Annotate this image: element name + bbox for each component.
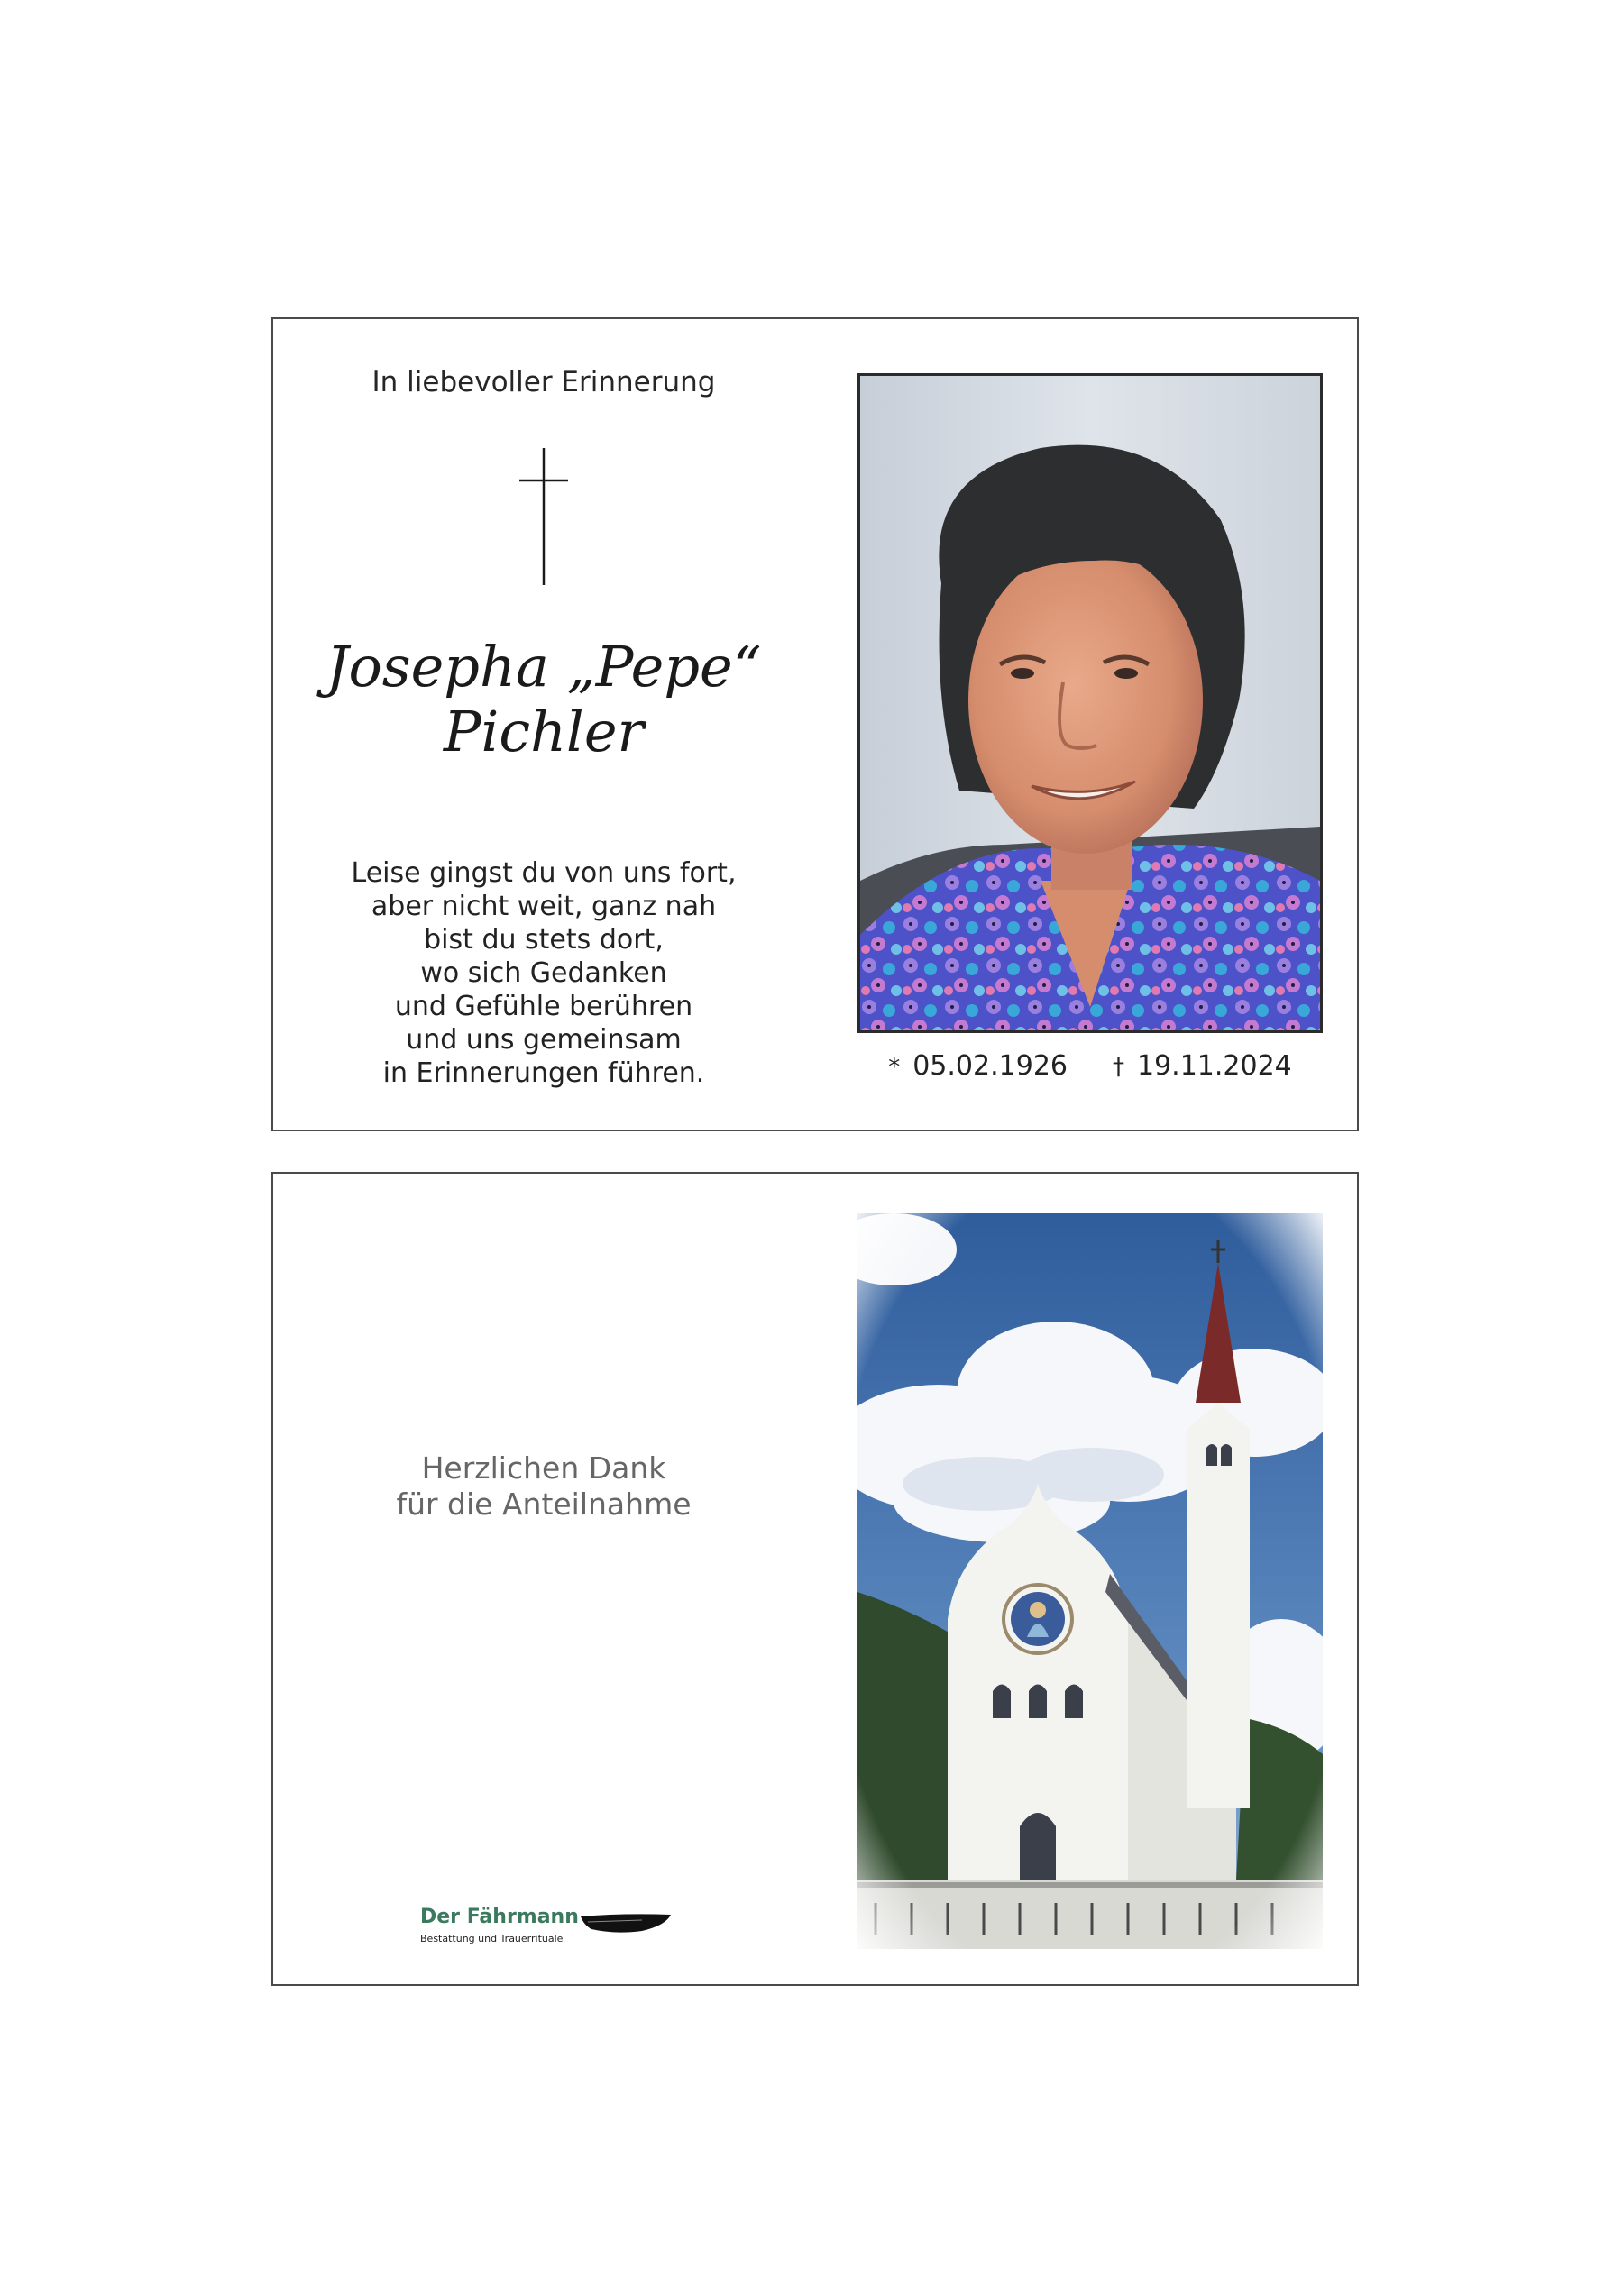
poem-line: bist du stets dort, [424, 924, 664, 956]
thanks-line-1: Herzlichen Dank [421, 1450, 666, 1486]
name-line-1: Josepha „Pepe“ [326, 634, 762, 700]
death-date: 19.11.2024 [1137, 1050, 1292, 1082]
birth-date-group [888, 1050, 1068, 1082]
life-dates [857, 1050, 1323, 1082]
thanks-line-2: für die Anteilnahme [396, 1486, 692, 1522]
death-symbol: † [1113, 1054, 1124, 1081]
birth-symbol: * [888, 1054, 901, 1081]
funeral-home-logo [420, 1906, 691, 1960]
logo-title: Der Fährmann [420, 1906, 579, 1928]
poem-line: und Gefühle berühren [394, 991, 693, 1022]
cross-icon [519, 448, 568, 585]
memorial-card-front [271, 317, 1359, 1131]
intro-text: In liebevoller Erinnerung [371, 366, 716, 398]
thanks-text [273, 1450, 814, 1523]
birth-date: 05.02.1926 [912, 1050, 1068, 1082]
poem [273, 856, 814, 1090]
death-date-group [1113, 1050, 1292, 1082]
poem-line: und uns gemeinsam [406, 1024, 682, 1056]
deceased-name [273, 635, 814, 764]
memorial-card-back [271, 1172, 1359, 1986]
poem-line: Leise gingst du von uns fort, [351, 857, 737, 889]
poem-line: in Erinnerungen führen. [382, 1057, 705, 1089]
poem-line: aber nicht weit, ganz nah [371, 891, 717, 922]
poem-line: wo sich Gedanken [420, 957, 667, 989]
boat-icon [579, 1909, 673, 1936]
logo-subtitle: Bestattung und Trauerrituale [420, 1933, 564, 1944]
church-photo [857, 1213, 1323, 1949]
name-line-2: Pichler [443, 699, 645, 764]
portrait-photo [857, 373, 1323, 1033]
